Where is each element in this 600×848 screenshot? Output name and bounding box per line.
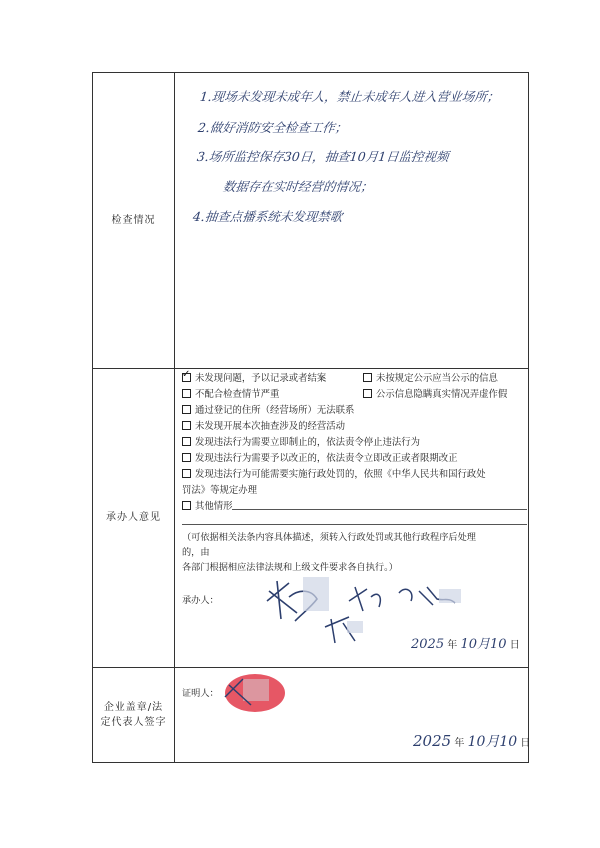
seal-date-year-unit: 年	[454, 738, 465, 749]
option-no-activity[interactable]: 未发现开展本次抽查涉及的经营活动	[182, 418, 345, 432]
seal-date-month: 10月	[467, 734, 500, 750]
inspection-form-table	[92, 72, 529, 763]
opinion-date-day: 10	[490, 637, 507, 652]
note-line-3: 各部门根据相应法律法规和上级文件要求各自执行。）	[182, 562, 398, 573]
checkbox-icon	[182, 453, 191, 462]
note-line-1: （可依据相关法条内容具体描述，须转入行政处罚或其他行政程序后处理	[182, 532, 476, 543]
seal-label	[93, 667, 174, 762]
inspection-line-1: 1.现场未发现未成年人，禁止未成年人进入营业场所；	[199, 89, 501, 104]
checkbox-icon	[182, 389, 191, 398]
column-divider	[174, 73, 175, 762]
opinion-date-month: 10月	[460, 637, 491, 652]
option-other[interactable]: 其他情形	[182, 498, 233, 512]
opinion-date	[411, 633, 520, 652]
inspection-line-4: 数据存在实时经营的情况；	[222, 179, 374, 194]
seal-date-day-unit: 日	[520, 738, 531, 749]
seal-date-day: 10	[499, 734, 518, 750]
seal-date	[413, 731, 530, 751]
checkbox-icon	[182, 501, 191, 510]
inspection-line-5: 4.抽查点播系统未发现禁歌	[192, 209, 344, 224]
option-noncooperation[interactable]: 不配合检查情节严重	[182, 386, 279, 400]
option-unreachable[interactable]: 通过登记的住所（经营场所）无法联系	[182, 402, 354, 416]
handler-label: 承办人：	[182, 595, 219, 606]
opinion-date-year-unit: 年	[447, 640, 458, 651]
witness-label: 证明人：	[182, 688, 219, 699]
note-line-2: 的，由	[182, 547, 210, 558]
option-no-problem[interactable]: ✓未发现问题，予以记录或者结案	[182, 370, 326, 384]
option-penalty-continued: 罚法》等规定办理	[182, 485, 258, 496]
checkbox-icon	[363, 373, 372, 382]
witness-seal-signature	[221, 671, 287, 715]
inspection-line-2: 2.做好消防安全检查工作；	[197, 120, 349, 135]
inspection-line-3: 3.场所监控保存30日，抽查10月1日监控视频	[196, 149, 450, 164]
option-not-public[interactable]: 未按规定公示应当公示的信息	[363, 370, 498, 384]
opinion-label: 承办人意见	[106, 512, 161, 523]
blank-underline	[182, 524, 527, 525]
checkbox-icon	[182, 437, 191, 446]
option-correct-violation[interactable]: 发现违法行为需要予以改正的，依法责令立即改正或者限期改正	[182, 450, 458, 464]
option-administrative-penalty[interactable]: 发现违法行为可能需要实施行政处罚的，依照《中华人民共和国行政处	[182, 466, 486, 480]
inspection-label: 检查情况	[111, 215, 156, 226]
opinion-date-day-unit: 日	[509, 640, 520, 651]
checkbox-icon	[182, 405, 191, 414]
seal-label-line-2: 定代表人签字	[100, 716, 167, 728]
checkbox-icon	[182, 421, 191, 430]
checkbox-checked-icon	[182, 373, 191, 382]
checkbox-icon	[363, 389, 372, 398]
option-stop-violation[interactable]: 发现违法行为需要立即制止的，依法责令停止违法行为	[182, 434, 420, 448]
option-false-info[interactable]: 公示信息隐瞒真实情况弄虚作假	[363, 386, 507, 400]
seal-date-year: 2025	[413, 732, 452, 750]
opinion-date-year: 2025	[411, 637, 445, 652]
seal-label-line-1: 企业盖章/法	[103, 701, 164, 713]
checkbox-icon	[182, 469, 191, 478]
other-underline	[232, 509, 527, 510]
